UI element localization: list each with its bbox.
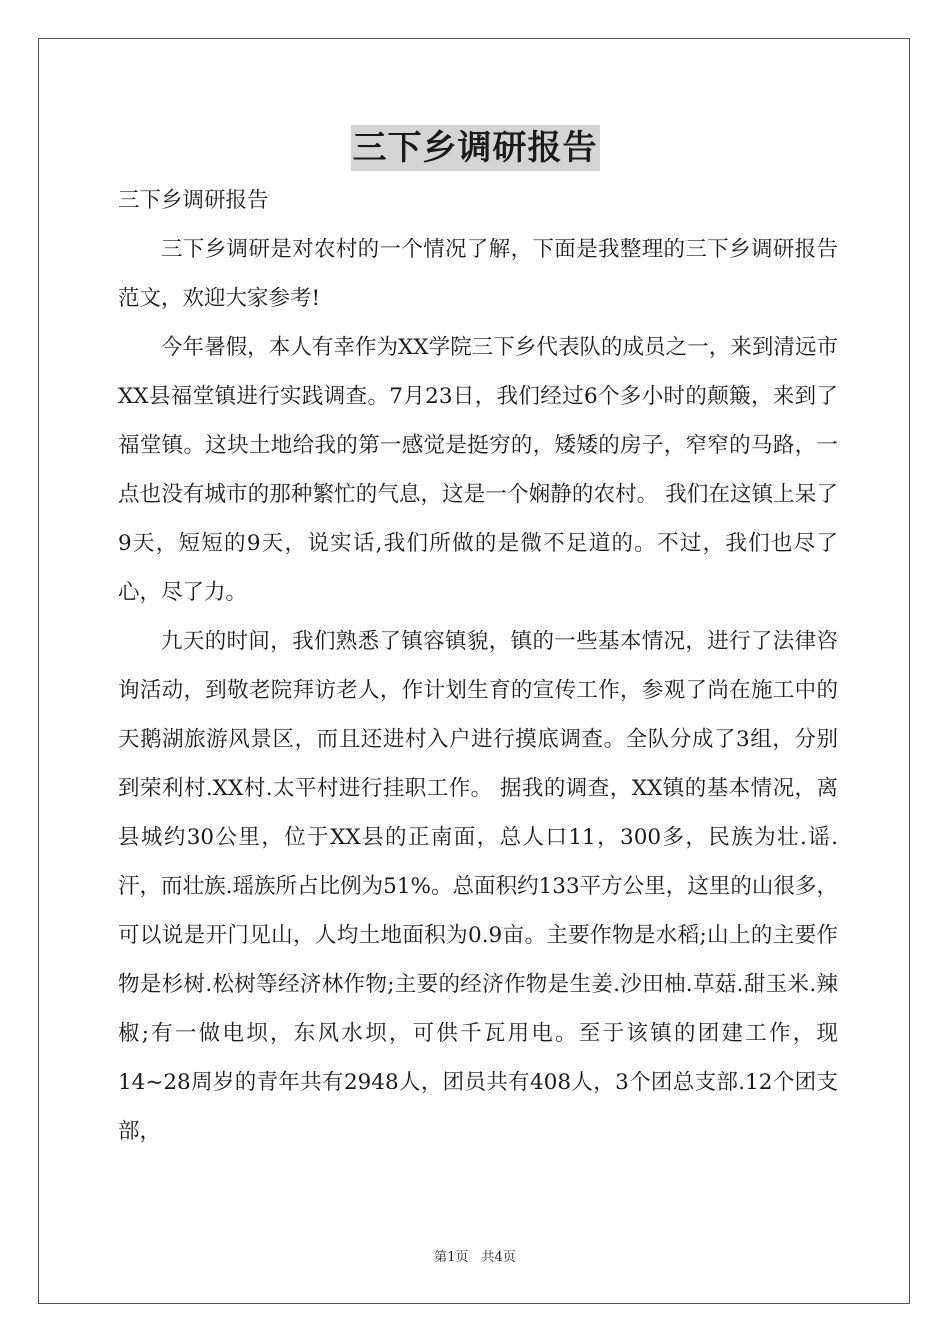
document-title: 三下乡调研报告 (351, 125, 600, 171)
document-title-wrapper (0, 125, 950, 171)
document-body (118, 176, 838, 1156)
paragraph-nine-days: 九天的时间，我们熟悉了镇容镇貌，镇的一些基本情况，进行了法律咨询活动，到敬老院拜访老人，作计划生育的宣传工作，参观了尚在施工中的天鹅湖旅游风景区，而且还进村入户进行摸底调查。全队分成了3组，分别到荣利村.XX村.太平村进行挂职工作。 据我的调查，XX镇的基本情况，离县城约30公里，位于XX县的正南面，总人口11，300多，民族为壮.谣.汗，而壮族.瑶族所占比例为51%。总面积约133平方公里，这里的山很多，可以说是开门见山，人均土地面积为0.9亩。主要作物是水稻;山上的主要作物是杉树.松树等经济林作物;主要的经济作物是生姜.沙田柚.草菇.甜玉米.辣椒;有一做电坝，东风水坝，可供千瓦用电。至于该镇的团建工作，现14~28周岁的青年共有2948人，团员共有408人，3个团总支部.12个团支部， (118, 629, 838, 1144)
document-subtitle: 三下乡调研报告 (118, 188, 269, 213)
paragraph-summer-trip: 今年暑假，本人有幸作为XX学院三下乡代表队的成员之一，来到清远市XX县福堂镇进行实践调查。7月23日，我们经过6个多小时的颠簸，来到了福堂镇。这块土地给我的第一感觉是挺穷的，矮矮的房子，窄窄的马路，一点也没有城市的那种繁忙的气息，这是一个娴静的农村。 我们在这镇上呆了9天，短短的9天，说实话,我们所做的是微不足道的。不过，我们也尽了心，尽了力。 (118, 335, 838, 605)
paragraph-intro: 三下乡调研是对农村的一个情况了解，下面是我整理的三下乡调研报告范文，欢迎大家参考! (118, 237, 838, 311)
page-footer: 第1页 共4页 (434, 1250, 516, 1265)
